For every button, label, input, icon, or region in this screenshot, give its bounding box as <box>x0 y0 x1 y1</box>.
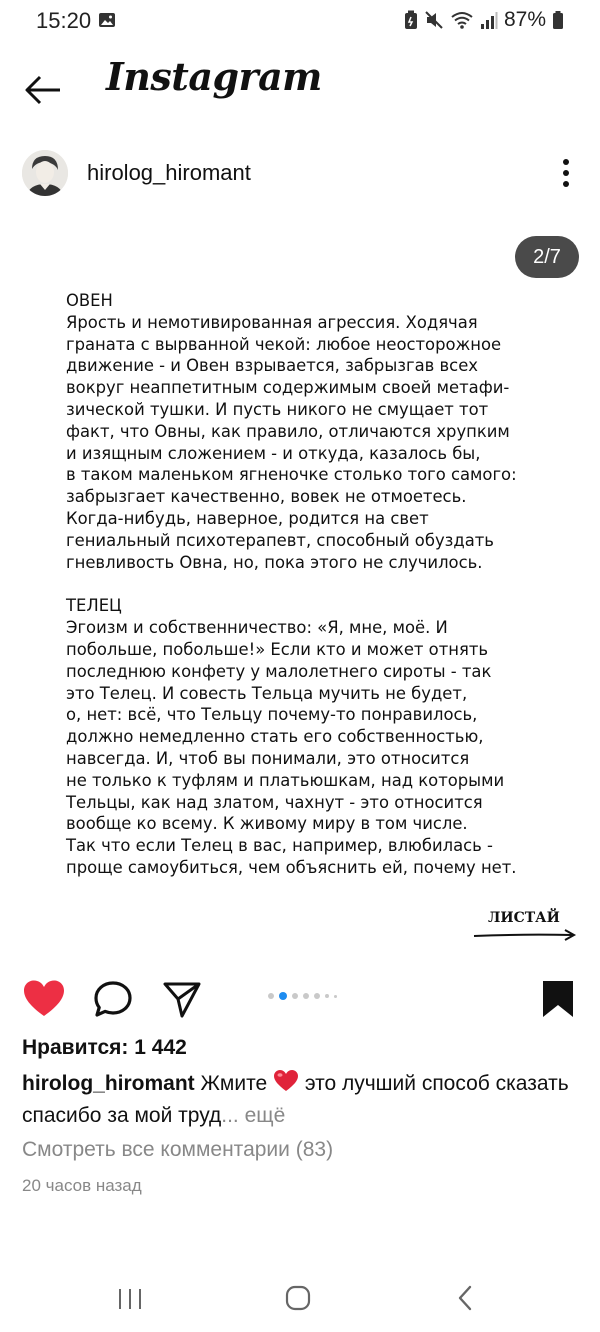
wifi-icon <box>450 10 474 30</box>
like-heart-icon[interactable] <box>22 978 66 1020</box>
battery-percent: 87% <box>503 8 546 31</box>
status-time: 15:20 <box>36 8 92 33</box>
text-line: в таком маленьком ягненочке столько того самого: <box>66 465 517 485</box>
home-icon[interactable] <box>284 1284 312 1312</box>
text-line: вокруг неаппетитным содержимым своей метафи- <box>66 378 510 398</box>
text-line: зической тушки. И пусть никого не смущает тот <box>66 399 489 419</box>
text-line: граната с вырванной чекой: любое неосторожное <box>66 334 502 354</box>
carousel-dot <box>314 993 320 999</box>
text-line: Так что если Телец в вас, например, влюбилась - <box>66 836 493 856</box>
text-line: и изящным сложением - и откуда, казалось бы, <box>66 443 481 463</box>
caption-ellipsis: ... <box>221 1104 239 1127</box>
section-heading: ОВЕН <box>66 291 113 310</box>
signal-icon <box>480 10 498 30</box>
battery-icon <box>552 10 564 30</box>
avatar[interactable] <box>22 150 68 196</box>
text-line: это Телец. И совесть Тельца мучить не будет, <box>66 683 468 703</box>
caption-more-link[interactable]: ещё <box>244 1104 286 1127</box>
red-heart-emoji-icon <box>273 1069 299 1093</box>
recent-apps-icon[interactable] <box>116 1286 144 1312</box>
share-icon[interactable] <box>160 978 204 1020</box>
carousel-dot <box>268 993 274 999</box>
carousel-dot <box>292 993 298 999</box>
text-line: забрызгает качественно, вовек не отмоетесь. <box>66 487 467 507</box>
text-line: Тельцы, как над златом, чахнут - это относится <box>66 792 483 812</box>
swipe-arrow-icon <box>472 928 578 942</box>
text-line: гениальный психотерапевт, способный обуздать <box>66 530 494 550</box>
status-icons <box>404 8 564 32</box>
carousel-dot <box>325 994 329 998</box>
likes-count[interactable]: Нравится: 1 442 <box>22 1036 187 1059</box>
avatar-portrait-icon <box>22 150 68 196</box>
bookmark-icon[interactable] <box>536 978 580 1020</box>
text-line: гневливость Овна, но, пока этого не случилось. <box>66 552 483 572</box>
post-username[interactable]: hirolog_hiromant <box>87 160 251 185</box>
text-line: Когда-нибудь, наверное, родится на свет <box>66 508 429 528</box>
text-line: Ярость и немотивированная агрессия. Ходячая <box>66 312 478 332</box>
caption-text-before: Жмите <box>200 1072 268 1095</box>
text-line: не только к туфлям и платьюшкам, над которыми <box>66 770 505 790</box>
text-line: побольше, побольше!» Если кто и может отнять <box>66 639 489 659</box>
text-line: факт, что Овны, как правило, отличаются хрупким <box>66 421 510 441</box>
carousel-dot-active <box>279 992 287 1000</box>
text-line: движение - и Овен взрывается, забрызгав всех <box>66 356 478 376</box>
swipe-label: ЛИСТАЙ <box>488 910 560 926</box>
mute-icon <box>424 10 444 30</box>
section-heading: ТЕЛЕЦ <box>66 596 122 616</box>
slide-text <box>66 290 546 879</box>
slide-counter: 2/7 <box>515 236 579 278</box>
section-gap <box>66 573 546 595</box>
text-line: вообще ко всему. К живому миру в том числе. <box>66 814 468 834</box>
text-line: должно немедленно стать его собственностью, <box>66 727 484 747</box>
comment-icon[interactable] <box>92 978 136 1020</box>
caption <box>22 1068 582 1132</box>
caption-username[interactable]: hirolog_hiromant <box>22 1072 195 1095</box>
more-vertical-icon[interactable] <box>552 154 580 192</box>
post-timestamp: 20 часов назад <box>22 1176 142 1195</box>
view-comments-link[interactable]: Смотреть все комментарии (83) <box>22 1138 334 1161</box>
battery-saver-icon <box>404 10 418 30</box>
app-title: Instagram <box>106 54 322 99</box>
text-line: проще самоубиться, чем объяснить ей, почему нет. <box>66 857 517 877</box>
gallery-icon <box>98 12 116 28</box>
carousel-dot <box>334 995 337 998</box>
carousel-dot <box>303 993 309 999</box>
text-line: Эгоизм и собственничество: «Я, мне, моё. И <box>66 618 448 638</box>
text-line: навсегда. И, чтоб вы понимали, это относится <box>66 748 470 768</box>
nav-back-icon[interactable] <box>454 1284 476 1312</box>
arrow-left-icon[interactable] <box>22 70 66 110</box>
carousel-indicator <box>268 992 337 1000</box>
caption-text-after: это лучший способ сказать спасибо за мой труд <box>22 1072 569 1127</box>
text-line: о, нет: всё, что Тельцу почему-то понравилось, <box>66 705 478 725</box>
text-line: последнюю конфету у малолетнего сироты - так <box>66 661 492 681</box>
